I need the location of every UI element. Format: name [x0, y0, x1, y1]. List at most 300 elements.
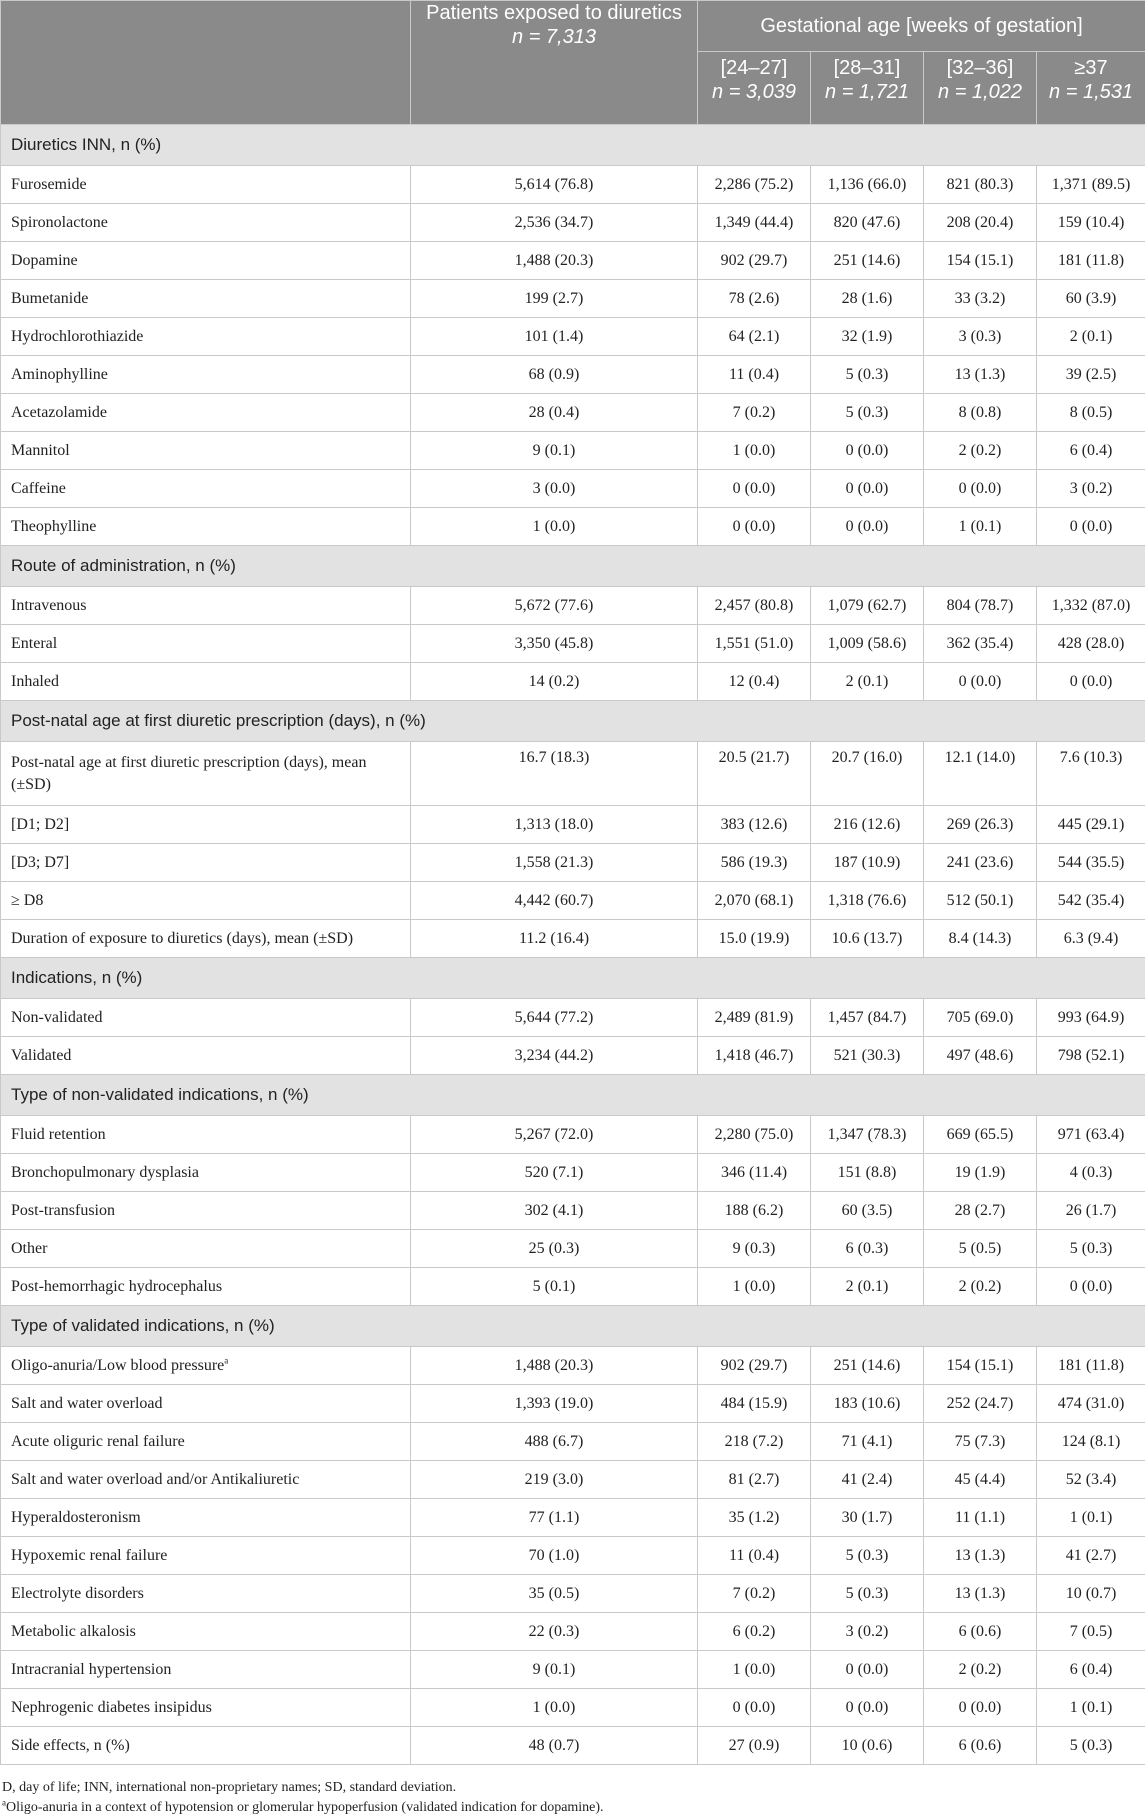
cell-value: 5 (0.5)	[924, 1230, 1037, 1268]
row-label-text: Acetazolamide	[11, 403, 107, 421]
row-label-text: Salt and water overload and/or Antikaliuretic	[11, 1470, 300, 1488]
cell-value: 13 (1.3)	[924, 1537, 1037, 1575]
cell-value: 28 (1.6)	[811, 280, 924, 318]
row-label	[1, 1192, 411, 1230]
cell-value: 0 (0.0)	[811, 432, 924, 470]
cell-value: 3,234 (44.2)	[411, 1037, 698, 1075]
row-label-text: Duration of exposure to diuretics (days), mean (±SD)	[11, 929, 354, 947]
cell-value: 1 (0.1)	[1037, 1499, 1145, 1537]
table-header	[1, 1, 1145, 125]
cell-value: 13 (1.3)	[924, 1575, 1037, 1613]
cell-value: 1,488 (20.3)	[411, 1347, 698, 1385]
table-row	[1, 280, 1145, 318]
cell-value: 6 (0.6)	[924, 1727, 1037, 1765]
cell-value: 488 (6.7)	[411, 1423, 698, 1461]
header-group-label: [28–31]	[833, 57, 901, 79]
table-row	[1, 1575, 1145, 1613]
cell-value: 1,079 (62.7)	[811, 587, 924, 625]
cell-value: 383 (12.6)	[698, 806, 811, 844]
cell-value: 22 (0.3)	[411, 1613, 698, 1651]
cell-value: 798 (52.1)	[1037, 1037, 1145, 1075]
table-row	[1, 999, 1145, 1037]
cell-value: 45 (4.4)	[924, 1461, 1037, 1499]
cell-value: 302 (4.1)	[411, 1192, 698, 1230]
section-header-row	[1, 1306, 1145, 1347]
cell-value: 219 (3.0)	[411, 1461, 698, 1499]
row-label-text: ≥ D8	[11, 891, 44, 909]
cell-value: 1,371 (89.5)	[1037, 166, 1145, 204]
row-label	[1, 1537, 411, 1575]
cell-value: 2,536 (34.7)	[411, 204, 698, 242]
cell-value: 9 (0.1)	[411, 432, 698, 470]
cell-value: 0 (0.0)	[811, 1651, 924, 1689]
cell-value: 151 (8.8)	[811, 1154, 924, 1192]
cell-value: 971 (63.4)	[1037, 1116, 1145, 1154]
header-group	[1037, 52, 1145, 125]
header-group-n: n = 1,531	[1049, 81, 1133, 103]
header-exposed	[411, 1, 698, 125]
row-label-text: Oligo-anuria/Low blood pressure	[11, 1356, 225, 1374]
cell-value: 5 (0.3)	[811, 1537, 924, 1575]
cell-value: 6 (0.2)	[698, 1613, 811, 1651]
cell-value: 269 (26.3)	[924, 806, 1037, 844]
cell-value: 512 (50.1)	[924, 882, 1037, 920]
row-label	[1, 394, 411, 432]
table-row	[1, 1385, 1145, 1423]
cell-value: 187 (10.9)	[811, 844, 924, 882]
row-label	[1, 318, 411, 356]
cell-value: 41 (2.4)	[811, 1461, 924, 1499]
cell-value: 19 (1.9)	[924, 1154, 1037, 1192]
table-row	[1, 1192, 1145, 1230]
cell-value: 6 (0.4)	[1037, 432, 1145, 470]
cell-value: 902 (29.7)	[698, 242, 811, 280]
cell-value: 159 (10.4)	[1037, 204, 1145, 242]
cell-value: 251 (14.6)	[811, 242, 924, 280]
row-label-text: Fluid retention	[11, 1125, 106, 1143]
cell-value: 188 (6.2)	[698, 1192, 811, 1230]
row-label-text: Caffeine	[11, 479, 66, 497]
row-label	[1, 920, 411, 958]
row-label	[1, 432, 411, 470]
row-label	[1, 663, 411, 701]
section-title: Type of validated indications, n (%)	[1, 1306, 1145, 1347]
table-row	[1, 806, 1145, 844]
table-row	[1, 432, 1145, 470]
cell-value: 474 (31.0)	[1037, 1385, 1145, 1423]
cell-value: 1,347 (78.3)	[811, 1116, 924, 1154]
cell-value: 8.4 (14.3)	[924, 920, 1037, 958]
cell-value: 5,267 (72.0)	[411, 1116, 698, 1154]
cell-value: 2,286 (75.2)	[698, 166, 811, 204]
footnote-marker: a	[224, 1355, 229, 1366]
cell-value: 1,457 (84.7)	[811, 999, 924, 1037]
cell-value: 60 (3.5)	[811, 1192, 924, 1230]
cell-value: 35 (0.5)	[411, 1575, 698, 1613]
cell-value: 5,614 (76.8)	[411, 166, 698, 204]
footnote-abbreviations: D, day of life; INN, international non-proprietary names; SD, standard deviation.	[2, 1780, 457, 1795]
cell-value: 32 (1.9)	[811, 318, 924, 356]
table-row	[1, 1651, 1145, 1689]
header-group-n: n = 1,022	[938, 81, 1022, 103]
table-row	[1, 1154, 1145, 1192]
cell-value: 484 (15.9)	[698, 1385, 811, 1423]
footnotes	[0, 1778, 1145, 1818]
cell-value: 1,318 (76.6)	[811, 882, 924, 920]
table-row	[1, 1116, 1145, 1154]
row-label-text: Dopamine	[11, 251, 78, 269]
row-label-text: Post-transfusion	[11, 1201, 115, 1219]
cell-value: 208 (20.4)	[924, 204, 1037, 242]
row-label-text: Salt and water overload	[11, 1394, 163, 1412]
cell-value: 6 (0.3)	[811, 1230, 924, 1268]
row-label-text: Intracranial hypertension	[11, 1660, 172, 1678]
cell-value: 2 (0.1)	[1037, 318, 1145, 356]
table-row	[1, 204, 1145, 242]
row-label	[1, 1268, 411, 1306]
cell-value: 10 (0.6)	[811, 1727, 924, 1765]
row-label-text: Hyperaldosteronism	[11, 1508, 141, 1526]
cell-value: 68 (0.9)	[411, 356, 698, 394]
section-header-row	[1, 546, 1145, 587]
table-row	[1, 1461, 1145, 1499]
cell-value: 2 (0.1)	[811, 663, 924, 701]
header-group	[698, 52, 811, 125]
cell-value: 78 (2.6)	[698, 280, 811, 318]
table-row	[1, 1347, 1145, 1385]
cell-value: 251 (14.6)	[811, 1347, 924, 1385]
row-label-text: Acute oliguric renal failure	[11, 1432, 185, 1450]
cell-value: 64 (2.1)	[698, 318, 811, 356]
cell-value: 28 (2.7)	[924, 1192, 1037, 1230]
cell-value: 3 (0.2)	[811, 1613, 924, 1651]
row-label	[1, 625, 411, 663]
cell-value: 2,070 (68.1)	[698, 882, 811, 920]
row-label	[1, 280, 411, 318]
cell-value: 544 (35.5)	[1037, 844, 1145, 882]
table-body	[1, 125, 1145, 1765]
section-header-row	[1, 125, 1145, 166]
table-row	[1, 1613, 1145, 1651]
row-label-text: Aminophylline	[11, 365, 108, 383]
cell-value: 2 (0.2)	[924, 432, 1037, 470]
cell-value: 11 (0.4)	[698, 356, 811, 394]
cell-value: 669 (65.5)	[924, 1116, 1037, 1154]
row-label	[1, 1613, 411, 1651]
cell-value: 0 (0.0)	[811, 470, 924, 508]
table-row	[1, 394, 1145, 432]
cell-value: 820 (47.6)	[811, 204, 924, 242]
row-label	[1, 1689, 411, 1727]
table-row	[1, 470, 1145, 508]
cell-value: 586 (19.3)	[698, 844, 811, 882]
row-label	[1, 1575, 411, 1613]
row-label	[1, 1651, 411, 1689]
row-label	[1, 1116, 411, 1154]
header-group-n: n = 1,721	[825, 81, 909, 103]
row-label-text: Nephrogenic diabetes insipidus	[11, 1698, 212, 1716]
cell-value: 2 (0.1)	[811, 1268, 924, 1306]
header-group	[924, 52, 1037, 125]
cell-value: 804 (78.7)	[924, 587, 1037, 625]
section-header-row	[1, 701, 1145, 742]
cell-value: 0 (0.0)	[811, 508, 924, 546]
cell-value: 5 (0.3)	[1037, 1727, 1145, 1765]
table-row	[1, 625, 1145, 663]
row-label-text: Validated	[11, 1046, 72, 1064]
cell-value: 41 (2.7)	[1037, 1537, 1145, 1575]
cell-value: 1,558 (21.3)	[411, 844, 698, 882]
cell-value: 497 (48.6)	[924, 1037, 1037, 1075]
row-label-text: Furosemide	[11, 175, 87, 193]
cell-value: 181 (11.8)	[1037, 1347, 1145, 1385]
cell-value: 1,313 (18.0)	[411, 806, 698, 844]
cell-value: 81 (2.7)	[698, 1461, 811, 1499]
cell-value: 5,644 (77.2)	[411, 999, 698, 1037]
cell-value: 10 (0.7)	[1037, 1575, 1145, 1613]
cell-value: 902 (29.7)	[698, 1347, 811, 1385]
row-label-text: Post-natal age at first diuretic prescription (days), mean (±SD)	[11, 753, 367, 793]
cell-value: 25 (0.3)	[411, 1230, 698, 1268]
cell-value: 521 (30.3)	[811, 1037, 924, 1075]
cell-value: 48 (0.7)	[411, 1727, 698, 1765]
cell-value: 6.3 (9.4)	[1037, 920, 1145, 958]
cell-value: 362 (35.4)	[924, 625, 1037, 663]
row-label	[1, 470, 411, 508]
cell-value: 2,489 (81.9)	[698, 999, 811, 1037]
cell-value: 8 (0.8)	[924, 394, 1037, 432]
cell-value: 3,350 (45.8)	[411, 625, 698, 663]
section-title: Route of administration, n (%)	[1, 546, 1145, 587]
cell-value: 0 (0.0)	[811, 1689, 924, 1727]
cell-value: 1 (0.0)	[411, 508, 698, 546]
row-label-text: Hypoxemic renal failure	[11, 1546, 168, 1564]
cell-value: 7 (0.2)	[698, 1575, 811, 1613]
cell-value: 33 (3.2)	[924, 280, 1037, 318]
cell-value: 183 (10.6)	[811, 1385, 924, 1423]
header-exposed-n: n = 7,313	[512, 26, 596, 48]
footnote-a	[2, 1798, 1145, 1818]
cell-value: 2 (0.2)	[924, 1651, 1037, 1689]
cell-value: 71 (4.1)	[811, 1423, 924, 1461]
row-label-text: Mannitol	[11, 441, 70, 459]
cell-value: 11 (0.4)	[698, 1537, 811, 1575]
cell-value: 199 (2.7)	[411, 280, 698, 318]
cell-value: 101 (1.4)	[411, 318, 698, 356]
cell-value: 28 (0.4)	[411, 394, 698, 432]
cell-value: 10.6 (13.7)	[811, 920, 924, 958]
cell-value: 60 (3.9)	[1037, 280, 1145, 318]
header-group-label: [24–27]	[720, 57, 788, 79]
cell-value: 35 (1.2)	[698, 1499, 811, 1537]
row-label-text: Hydrochlorothiazide	[11, 327, 144, 345]
table-row	[1, 920, 1145, 958]
cell-value: 252 (24.7)	[924, 1385, 1037, 1423]
section-header-row	[1, 958, 1145, 999]
row-label	[1, 844, 411, 882]
table-row	[1, 1423, 1145, 1461]
row-label	[1, 806, 411, 844]
row-label-text: Bronchopulmonary dysplasia	[11, 1163, 199, 1181]
table-row	[1, 663, 1145, 701]
header-group-label: [32–36]	[946, 57, 1014, 79]
table-row	[1, 166, 1145, 204]
row-label	[1, 1499, 411, 1537]
cell-value: 27 (0.9)	[698, 1727, 811, 1765]
row-label	[1, 242, 411, 280]
table-row	[1, 1689, 1145, 1727]
header-group	[811, 52, 924, 125]
footnote-a-text: Oligo-anuria in a context of hypotension or glomerular hypoperfusion (validated indication for dopamine).	[6, 1800, 604, 1815]
section-title: Indications, n (%)	[1, 958, 1145, 999]
row-label-text: Intravenous	[11, 596, 87, 614]
cell-value: 0 (0.0)	[698, 1689, 811, 1727]
cell-value: 1,009 (58.6)	[811, 625, 924, 663]
cell-value: 0 (0.0)	[1037, 1268, 1145, 1306]
cell-value: 5,672 (77.6)	[411, 587, 698, 625]
row-label-text: Other	[11, 1239, 48, 1257]
row-label-text: [D1; D2]	[11, 815, 70, 833]
cell-value: 4 (0.3)	[1037, 1154, 1145, 1192]
cell-value: 1,136 (66.0)	[811, 166, 924, 204]
cell-value: 9 (0.3)	[698, 1230, 811, 1268]
row-label-text: Side effects, n (%)	[11, 1736, 130, 1754]
row-label-text: Spironolactone	[11, 213, 108, 231]
cell-value: 6 (0.4)	[1037, 1651, 1145, 1689]
cell-value: 216 (12.6)	[811, 806, 924, 844]
cell-value: 1,349 (44.4)	[698, 204, 811, 242]
cell-value: 346 (11.4)	[698, 1154, 811, 1192]
row-label-text: Inhaled	[11, 672, 59, 690]
cell-value: 1 (0.1)	[924, 508, 1037, 546]
cell-value: 3 (0.3)	[924, 318, 1037, 356]
table-row	[1, 318, 1145, 356]
cell-value: 154 (15.1)	[924, 1347, 1037, 1385]
row-label	[1, 204, 411, 242]
cell-value: 13 (1.3)	[924, 356, 1037, 394]
cell-value: 181 (11.8)	[1037, 242, 1145, 280]
row-label-text: Electrolyte disorders	[11, 1584, 144, 1602]
cell-value: 5 (0.3)	[1037, 1230, 1145, 1268]
cell-value: 1,551 (51.0)	[698, 625, 811, 663]
cell-value: 705 (69.0)	[924, 999, 1037, 1037]
cell-value: 1 (0.0)	[698, 1268, 811, 1306]
cell-value: 14 (0.2)	[411, 663, 698, 701]
cell-value: 0 (0.0)	[1037, 663, 1145, 701]
cell-value: 7 (0.5)	[1037, 1613, 1145, 1651]
row-label	[1, 1461, 411, 1499]
header-blank-cell	[1, 1, 411, 125]
cell-value: 1,488 (20.3)	[411, 242, 698, 280]
footnote-a-mark: a	[2, 1797, 6, 1808]
cell-value: 20.7 (16.0)	[811, 742, 924, 806]
row-label	[1, 1727, 411, 1765]
cell-value: 2,457 (80.8)	[698, 587, 811, 625]
cell-value: 993 (64.9)	[1037, 999, 1145, 1037]
table-row	[1, 1230, 1145, 1268]
table-row	[1, 844, 1145, 882]
row-label-text: Non-validated	[11, 1008, 103, 1026]
cell-value: 12.1 (14.0)	[924, 742, 1037, 806]
cell-value: 11 (1.1)	[924, 1499, 1037, 1537]
cell-value: 16.7 (18.3)	[411, 742, 698, 806]
row-label	[1, 1423, 411, 1461]
cell-value: 9 (0.1)	[411, 1651, 698, 1689]
cell-value: 1,332 (87.0)	[1037, 587, 1145, 625]
cell-value: 2,280 (75.0)	[698, 1116, 811, 1154]
cell-value: 1,418 (46.7)	[698, 1037, 811, 1075]
table-row	[1, 587, 1145, 625]
cell-value: 11.2 (16.4)	[411, 920, 698, 958]
cell-value: 1 (0.1)	[1037, 1689, 1145, 1727]
cell-value: 124 (8.1)	[1037, 1423, 1145, 1461]
cell-value: 77 (1.1)	[411, 1499, 698, 1537]
row-label	[1, 166, 411, 204]
cell-value: 821 (80.3)	[924, 166, 1037, 204]
cell-value: 26 (1.7)	[1037, 1192, 1145, 1230]
cell-value: 75 (7.3)	[924, 1423, 1037, 1461]
section-title: Post-natal age at first diuretic prescription (days), n (%)	[1, 701, 1145, 742]
header-group-n: n = 3,039	[712, 81, 796, 103]
cell-value: 4,442 (60.7)	[411, 882, 698, 920]
cell-value: 542 (35.4)	[1037, 882, 1145, 920]
cell-value: 30 (1.7)	[811, 1499, 924, 1537]
table-row	[1, 242, 1145, 280]
row-label	[1, 1347, 411, 1385]
row-label	[1, 999, 411, 1037]
cell-value: 70 (1.0)	[411, 1537, 698, 1575]
header-gestational-title: Gestational age [weeks of gestation]	[698, 1, 1145, 52]
cell-value: 1 (0.0)	[698, 432, 811, 470]
cell-value: 0 (0.0)	[924, 1689, 1037, 1727]
section-title: Diuretics INN, n (%)	[1, 125, 1145, 166]
cell-value: 1,393 (19.0)	[411, 1385, 698, 1423]
header-exposed-title: Patients exposed to diuretics	[426, 2, 682, 24]
header-group-label: ≥37	[1074, 57, 1108, 79]
table-row	[1, 1537, 1145, 1575]
cell-value: 0 (0.0)	[1037, 508, 1145, 546]
cell-value: 428 (28.0)	[1037, 625, 1145, 663]
table-row	[1, 1037, 1145, 1075]
cell-value: 52 (3.4)	[1037, 1461, 1145, 1499]
cell-value: 3 (0.2)	[1037, 470, 1145, 508]
cell-value: 8 (0.5)	[1037, 394, 1145, 432]
section-header-row	[1, 1075, 1145, 1116]
row-label-text: Post-hemorrhagic hydrocephalus	[11, 1277, 223, 1295]
row-label-text: Enteral	[11, 634, 58, 652]
cell-value: 6 (0.6)	[924, 1613, 1037, 1651]
table-row	[1, 742, 1145, 806]
row-label	[1, 1154, 411, 1192]
cell-value: 218 (7.2)	[698, 1423, 811, 1461]
row-label-text: [D3; D7]	[11, 853, 70, 871]
row-label	[1, 1037, 411, 1075]
cell-value: 2 (0.2)	[924, 1268, 1037, 1306]
row-label-text: Bumetanide	[11, 289, 89, 307]
table-row	[1, 1727, 1145, 1765]
cell-value: 3 (0.0)	[411, 470, 698, 508]
cell-value: 445 (29.1)	[1037, 806, 1145, 844]
table-row	[1, 356, 1145, 394]
table-row	[1, 1499, 1145, 1537]
row-label	[1, 882, 411, 920]
row-label	[1, 356, 411, 394]
cell-value: 0 (0.0)	[924, 470, 1037, 508]
cell-value: 1 (0.0)	[411, 1689, 698, 1727]
row-label	[1, 508, 411, 546]
cell-value: 5 (0.1)	[411, 1268, 698, 1306]
cell-value: 154 (15.1)	[924, 242, 1037, 280]
